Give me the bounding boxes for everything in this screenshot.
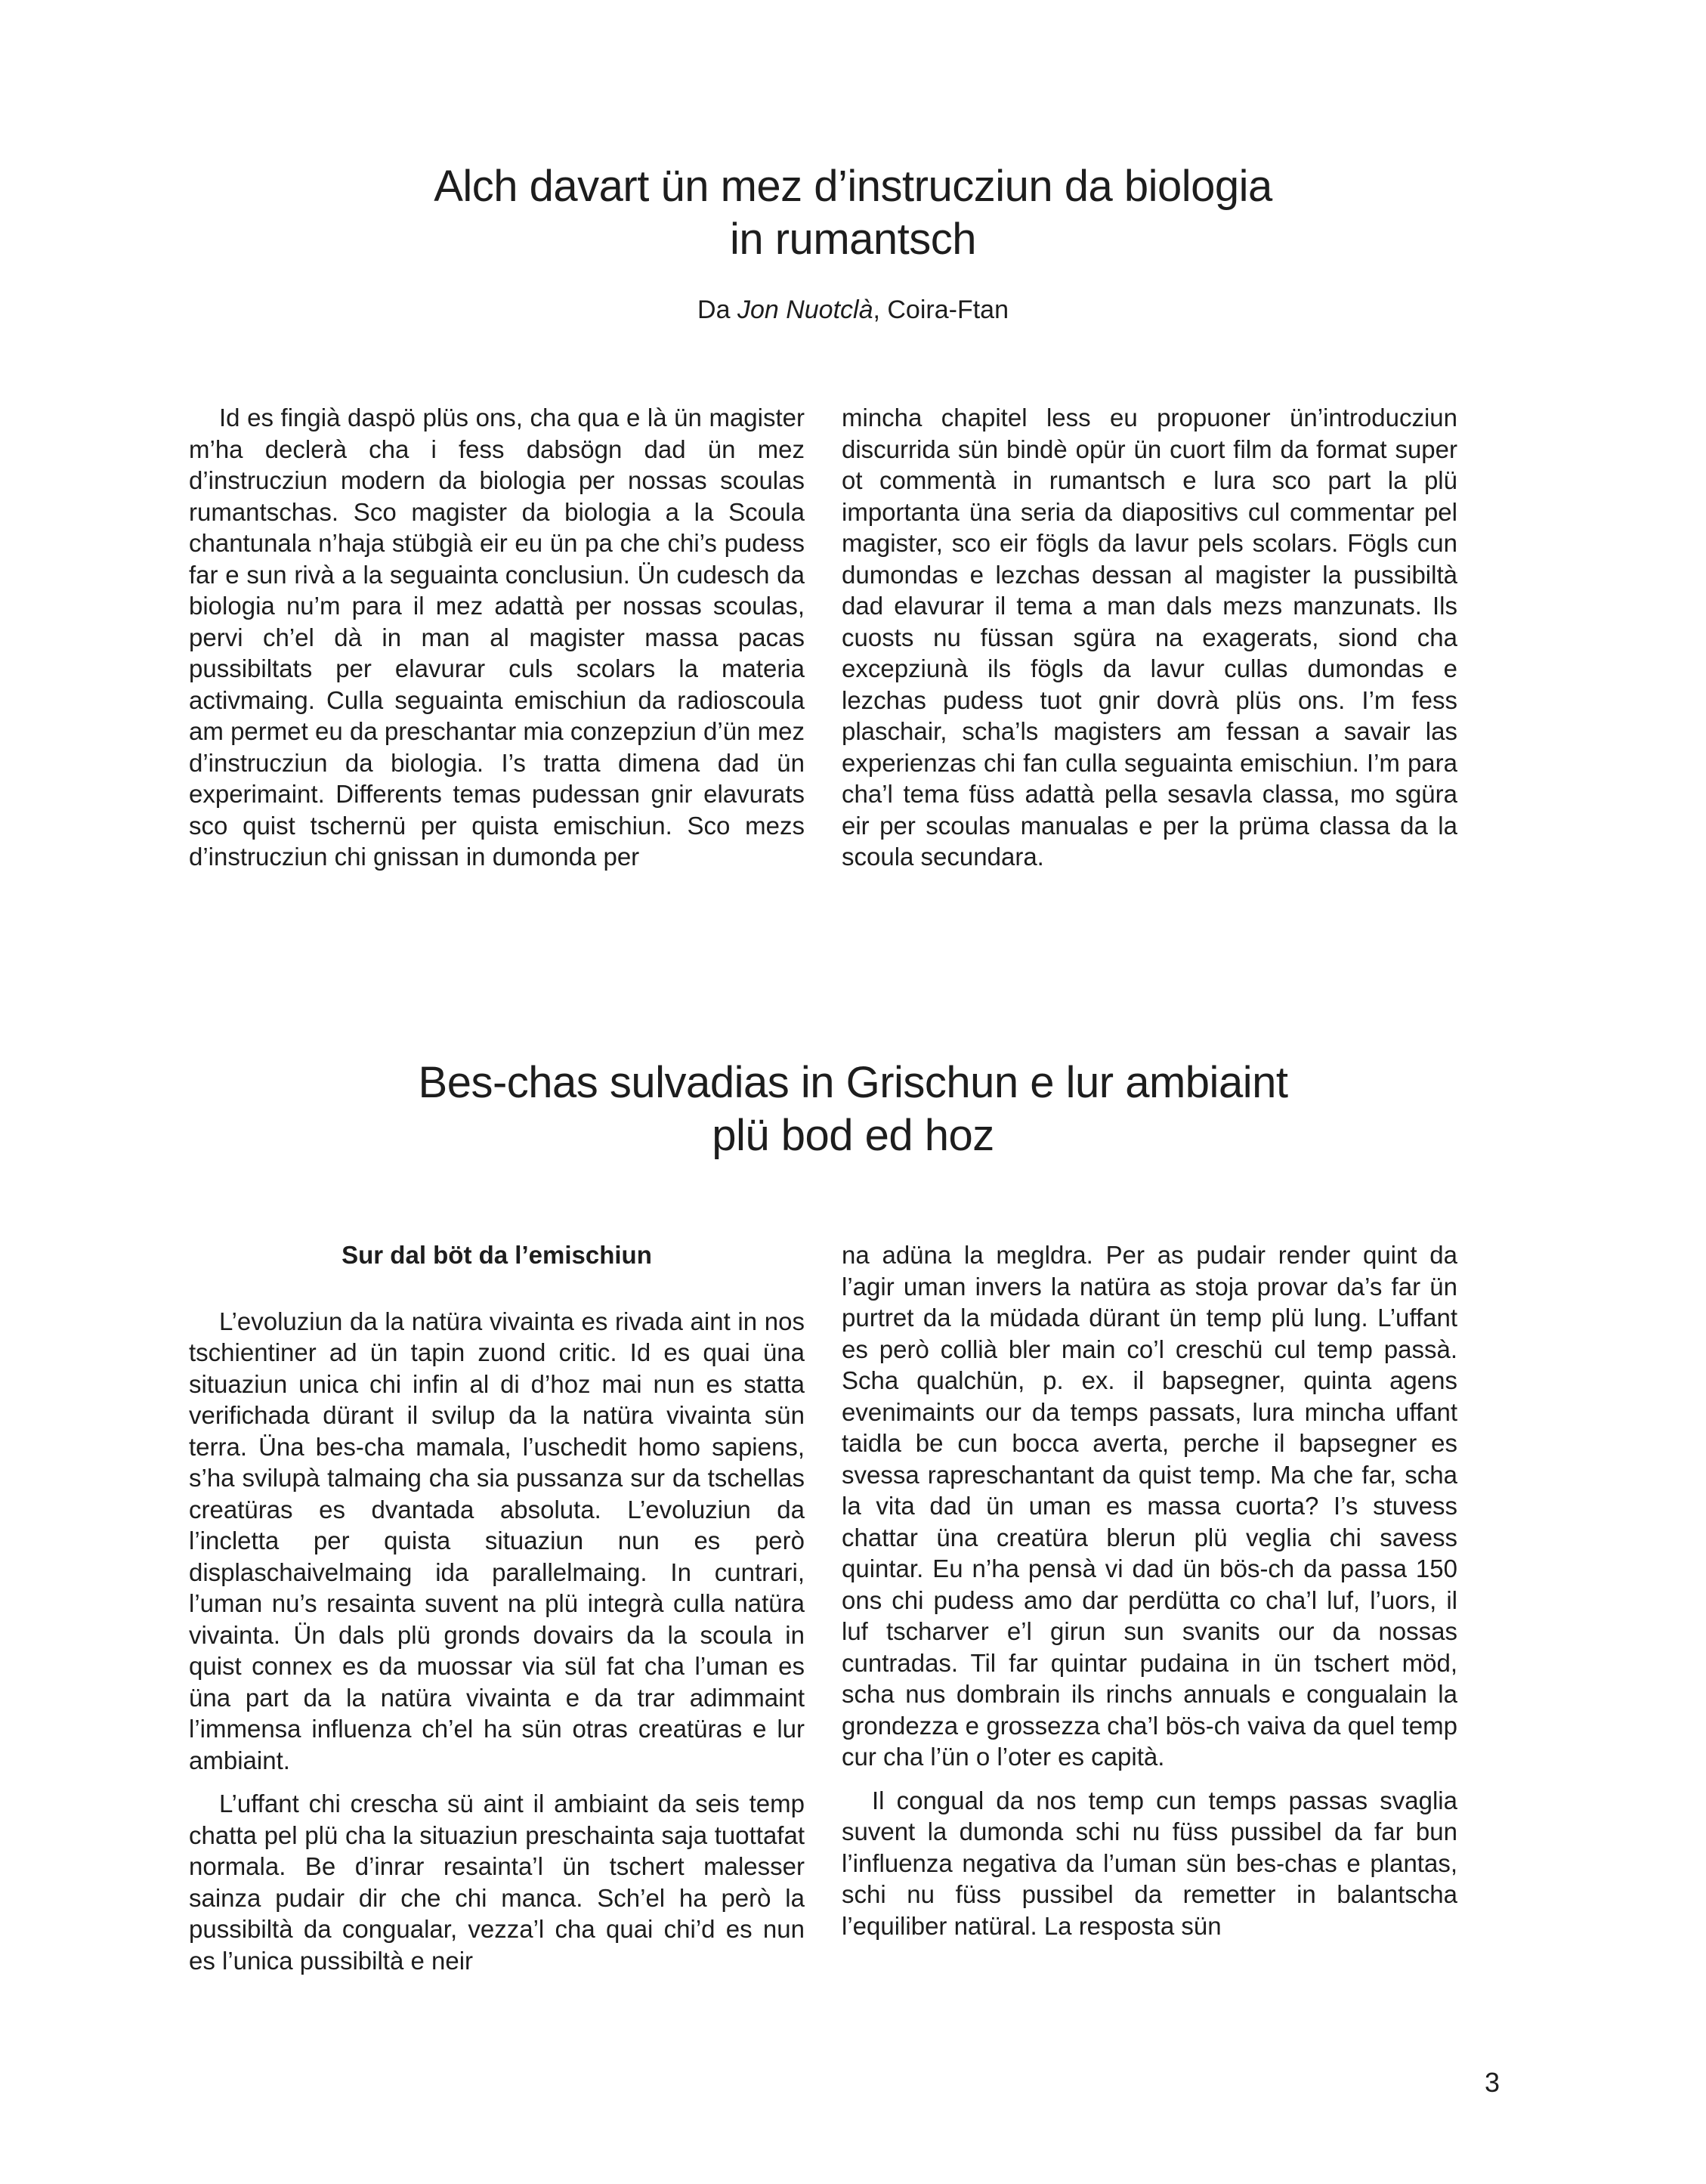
- article1-right-column: [842, 402, 1457, 873]
- article1-right-text: mincha chapitel less eu propuoner ün’introducziun discurrida sün bindè opür ün cuort film da format super ot commentà in rumantsch e lura sco part la plü importanta üna seria da diapositivs cul commentar pel magister, sco eir fögls da lavur pels scolars. Fögls cun dumondas e lezchas dessan al magister la pussibiltà dad elavurar il tema a man dals mezs manzunats. Ils cuosts nu füssan sgüra na exagerats, siond cha excepziunà ils fögls da lavur cullas dumondas e lezchas pudess tuot gnir dovrà plüs ons. I’m fess plaschair, scha’ls magisters am fessan a savair las experienzas chi fan culla seguainta emischiun. I’m para cha’l tema füss adattà pella sesavla classa, mo sgüra eir per scoulas manualas e per la prüma classa da la scoula secundara.: [842, 404, 1457, 871]
- article2-title-line1: Bes-chas sulvadias in Grischun e lur ambiaint: [418, 1058, 1288, 1107]
- article2-title-line2: plü bod ed hoz: [712, 1111, 994, 1160]
- article1-title-line1: Alch davart ün mez d’instrucziun da biologia: [434, 162, 1272, 211]
- article1-title-line2: in rumantsch: [729, 215, 977, 264]
- article2-right-paragraph-1: na adüna la megldra. Per as pudair render quint da l’agir uman invers la natüra as stoja provar da’s far ün purtret da la müdada dürant ün temp plü lung. L’uffant es però collià bler main co’l creschü cul temp passà. Scha qualchün, p. ex. il bapsegner, quinta agens evenimaints our da temps passats, lura mincha uffant taidla be cun bocca averta, perche il bapsegner es svessa rapreschantant da quist temp. Ma che far, scha la vita dad ün uman es massa cuorta? I’s stuvess chattar üna creatüra blerun plü veglia chi savess quintar. Eu n’ha pensà vi dad ün bös-ch da passa 150 ons chi pudess amo dar perdütta co cha’l luf, l’uors, il luf tscharver e’l girun sun svanits our da nossas cuntradas. Til far quintar pudaina in ün tschert möd, scha nus dombrain ils rinchs annuals e congualain la grondezza e grossezza cha’l bös-ch vaiva da quel temp cur cha l’ün o l’oter es capità.: [842, 1241, 1457, 1771]
- article2-title: [0, 1056, 1706, 1162]
- byline-prefix: Da: [697, 295, 737, 324]
- article1-byline: [0, 295, 1706, 325]
- article1-left-column: [189, 402, 805, 873]
- article2-left-paragraph-2: L’uffant chi crescha sü aint il ambiaint da seis temp chatta pel plü cha la situaziun preschainta saja tuottafat normala. Be d’inrar resainta’l ün tschert malesser sainza pudair dir che chi manca. Sch’el ha però la pussibiltà da congualar, vezza’l cha quai chi’d es nun es l’unica pussibiltà e neir: [189, 1790, 805, 1975]
- article1-title: [0, 160, 1706, 266]
- article2-left-column: [189, 1239, 805, 1976]
- article2-left-paragraph-1: L’evoluziun da la natüra vivainta es rivada aint in nos tschientiner ad ün tapin zuond critic. Id es quai üna situaziun unica chi infin al di d’hoz mai nun es statta verifichada dürant il svilup da la natüra vivainta sün terra. Üna bes-cha mamala, l’uschedit homo sapiens, s’ha svilupà talmaing cha sia pussanza sur da tschellas creatüras es dvantada absoluta. L’evoluziun da l’incletta per quista situaziun nun es però displaschaivelmaing ida parallelmaing. In cuntrari, l’uman nu’s resainta suvent na plü integrà culla natüra vivainta. Ün dals plü gronds dovairs da la scoula in quist connex es da muossar via sül fat cha l’uman es üna part da la natüra vivainta e da trar adimmaint l’immensa influenza ch’el ha sün otras creatüras e lur ambiaint.: [189, 1307, 805, 1774]
- byline-suffix: , Coira-Ftan: [873, 295, 1009, 324]
- byline-author: Jon Nuotclà: [737, 295, 873, 324]
- article2-right-column: [842, 1239, 1457, 1941]
- page-number: 3: [1484, 2067, 1500, 2098]
- article1-left-text: Id es fingià daspö plüs ons, cha qua e là ün magister m’ha declerà cha i fess dabsögn dad ün mez d’instrucziun modern da biologia per nossas scoulas rumantschas. Sco magister da biologia a la Scoula chantunala n’haja stübgià eir eu ün pa che chi’s pudess far e sun rivà a la seguainta conclusiun. Ün cudesch da biologia nu’m para il mez adattà per nossas scoulas, pervi ch’el dà in man al magister massa pacas pussibiltats per elavurar culs scolars la materia activmaing. Culla seguainta emischiun da radioscoula am permet eu da preschantar mia conzepziun d’ün mez d’instrucziun da biologia. I’s tratta dimena dad ün experimaint. Differents temas pudessan gnir elavurats sco quist tschernü per quista emischiun. Sco mezs d’instrucziun chi gnissan in dumonda per: [189, 404, 805, 871]
- article2-subheading: Sur dal böt da l’emischiun: [342, 1241, 652, 1269]
- article2-right-paragraph-2: Il congual da nos temp cun temps passas svaglia suvent la dumonda schi nu füss pussibel da far bun l’influenza negativa da l’uman sün bes-chas e plantas, schi nu füss pussibel da remetter in balantscha l’equiliber natüral. La resposta sün: [842, 1786, 1457, 1940]
